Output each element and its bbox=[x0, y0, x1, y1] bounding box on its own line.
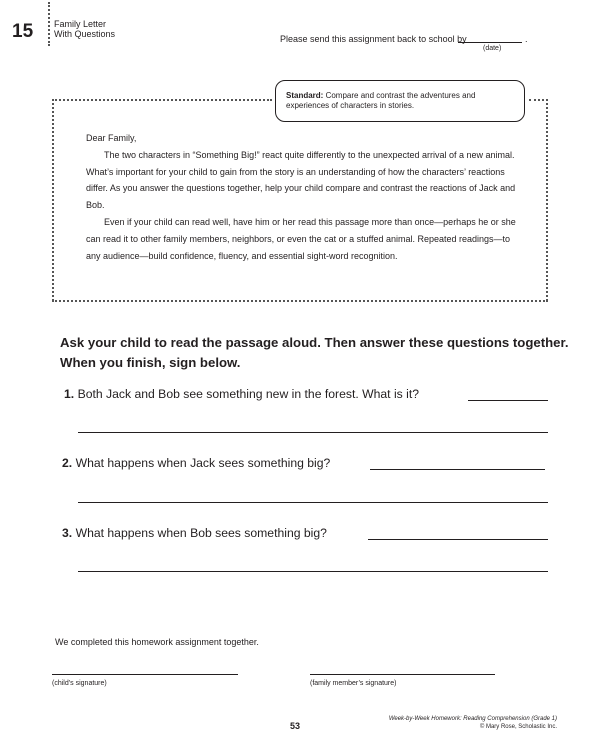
child-signature-line[interactable] bbox=[52, 674, 238, 675]
letter-frame-left bbox=[52, 99, 54, 301]
question-1-text: Both Jack and Bob see something new in the forest. What is it? bbox=[77, 387, 419, 401]
question-3-number: 3. bbox=[62, 526, 73, 540]
footer-credit-copyright: © Mary Rose, Scholastic Inc. bbox=[479, 724, 557, 730]
date-answer-line[interactable] bbox=[458, 42, 522, 43]
question-3 bbox=[62, 526, 327, 540]
section-label bbox=[54, 19, 115, 39]
family-letter bbox=[86, 130, 516, 264]
section-label-line2: With Questions bbox=[54, 29, 116, 39]
answer-1-line-a[interactable] bbox=[468, 400, 548, 401]
question-2-text: What happens when Jack sees something big? bbox=[75, 456, 331, 470]
question-2 bbox=[62, 456, 330, 470]
letter-paragraph-2: Even if your child can read well, have him or her read this passage more than once—perhaps he or she can read it to other family members, neighbors, or even the cat or a stuffed animal. Repeated readings—to any audience—build confidence, fluency, and essential sight-word recognition. bbox=[86, 216, 516, 261]
completion-statement: We completed this homework assignment together. bbox=[55, 637, 259, 647]
footer-page-number: 53 bbox=[290, 721, 301, 731]
instructions: Ask your child to read the passage aloud. Then answer these questions together. When you finish, sign below. bbox=[60, 335, 569, 370]
answer-2-line-a[interactable] bbox=[370, 469, 545, 470]
question-1 bbox=[64, 387, 419, 401]
question-3-text: What happens when Bob sees something big? bbox=[75, 526, 327, 540]
question-1-number: 1. bbox=[64, 387, 75, 401]
standard-box bbox=[275, 80, 525, 122]
family-signature-line[interactable] bbox=[310, 674, 495, 675]
answer-3-line-b[interactable] bbox=[78, 571, 548, 572]
page-number: 15 bbox=[12, 21, 34, 42]
answer-1-line-b[interactable] bbox=[78, 432, 548, 433]
letter-frame-right bbox=[546, 99, 548, 301]
footer-credit-book: Week-by-Week Homework: Reading Comprehension (Grade 1) bbox=[388, 716, 557, 722]
letter-salutation: Dear Family, bbox=[86, 133, 137, 143]
send-back-instruction: Please send this assignment back to school by bbox=[280, 34, 467, 44]
letter-frame-bottom bbox=[52, 300, 548, 302]
header-dotted-divider bbox=[48, 2, 50, 46]
standard-text: Compare and contrast the adventures and experiences of characters in stories. bbox=[286, 91, 476, 110]
date-label: (date) bbox=[483, 45, 502, 52]
send-back-period: . bbox=[525, 34, 528, 44]
letter-frame-top-left bbox=[52, 99, 272, 101]
child-signature-label: (child’s signature) bbox=[52, 680, 107, 687]
standard-label: Standard: bbox=[286, 91, 324, 100]
family-signature-label: (family member’s signature) bbox=[310, 680, 397, 687]
section-label-line1: Family Letter bbox=[54, 19, 107, 29]
question-2-number: 2. bbox=[62, 456, 73, 470]
footer-credit bbox=[330, 715, 557, 731]
letter-paragraph-1: The two characters in “Something Big!” react quite differently to the unexpected arrival of a new animal. What’s important for your child to gain from the story is an understanding of how the characters’ reactions differ. As you answer the questions together, help your child compare and contrast the reactions of Jack and Bob. bbox=[86, 149, 516, 211]
answer-3-line-a[interactable] bbox=[368, 539, 548, 540]
answer-2-line-b[interactable] bbox=[78, 502, 548, 503]
